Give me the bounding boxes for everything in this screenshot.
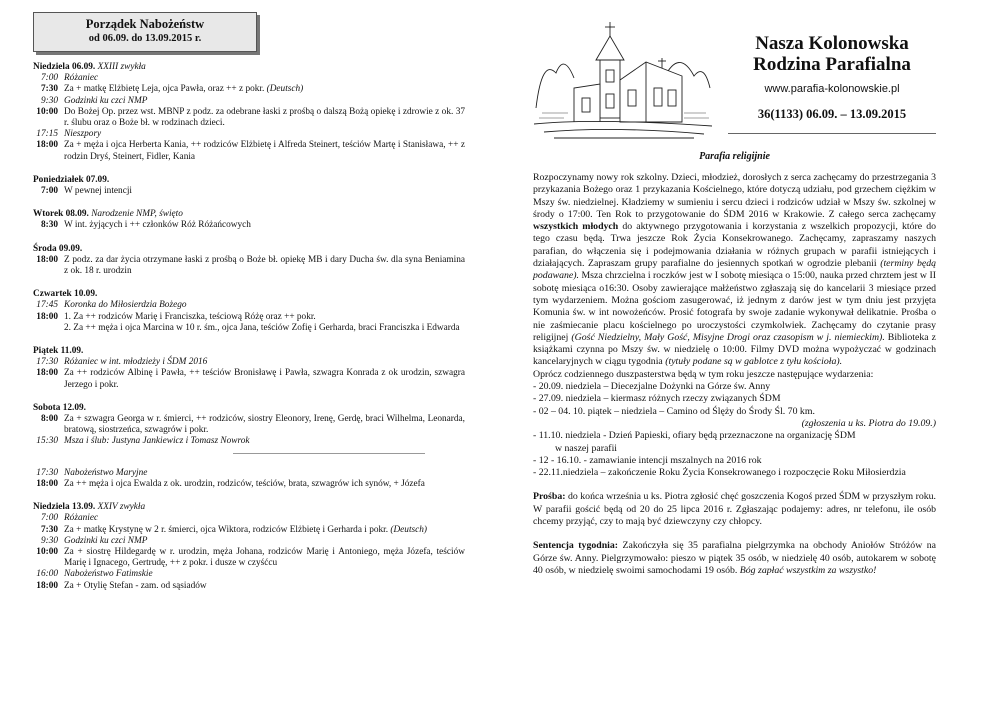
day-heading: Środa 09.09. bbox=[33, 243, 83, 254]
day-heading: Sobota 12.09. bbox=[33, 402, 86, 413]
row-time: 16:00 bbox=[36, 569, 58, 580]
events-intro: Oprócz codziennego duszpasterstwa będą w tym roku jeszcze następujące wydarzenia: bbox=[533, 368, 874, 380]
day-heading: Piątek 11.09. bbox=[33, 346, 84, 357]
row-intention: Różaniec w int. młodzieży i ŚDM 2016 bbox=[64, 357, 208, 368]
schedule-row bbox=[33, 323, 465, 334]
row-intention: Za + szwagra Georga w r. śmierci, ++ rodziców, siostry Eleonory, Irenę, Gerdę, braci Wilhelma, Leonarda, bratową, siostrzeńca, szwagrów i pokr. bbox=[64, 414, 465, 436]
schedule-row bbox=[33, 357, 465, 368]
day-liturgical-note: XXIII zwykła bbox=[97, 62, 146, 72]
row-intention: Godzinki ku czci NMP bbox=[64, 95, 148, 106]
schedule-row bbox=[33, 436, 465, 447]
schedule-row bbox=[33, 581, 465, 592]
row-intention: Nieszpory bbox=[64, 129, 102, 140]
website-link[interactable]: www.parafia-kolonowskie.pl bbox=[764, 83, 900, 95]
row-intention-note: (Deutsch) bbox=[390, 524, 428, 535]
schedule-row bbox=[33, 547, 465, 569]
day-liturgical-note: XXIV zwykła bbox=[97, 502, 146, 513]
row-time: 7:00 bbox=[40, 513, 58, 524]
day-heading: Czwartek 10.09. bbox=[33, 289, 98, 300]
row-time: 17:45 bbox=[36, 300, 58, 311]
row-time: 7:00 bbox=[40, 186, 58, 197]
event-item-cont: w naszej parafii bbox=[555, 442, 618, 454]
schedule-row bbox=[33, 186, 465, 197]
event-item: - 22.11.niedziela – zakończenie Roku Życia Konsekrowanego i rozpoczęcie Roku Miłosierdzia bbox=[533, 467, 906, 479]
row-time: 7:30 bbox=[40, 84, 58, 95]
schedule-row bbox=[33, 129, 465, 140]
event-item: - 20.09. niedziela – Diecezjalne Dożynki na Górze św. Anny bbox=[533, 381, 771, 393]
event-item: - 02 – 04. 10. piątek – niedziela – Camino od Ślęży do Środy Śl. 70 km. bbox=[533, 405, 815, 417]
row-time: 18:00 bbox=[36, 368, 58, 379]
row-time: 10:00 bbox=[36, 546, 58, 557]
row-intention: Koronka do Miłosierdzia Bożego bbox=[64, 300, 187, 311]
schedule-row bbox=[33, 220, 465, 231]
row-intention: W int. żyjących i ++ członków Róż Różańcowych bbox=[64, 220, 251, 231]
masthead-title-line1: Nasza Kolonowska bbox=[755, 33, 909, 54]
row-intention: 2. Za ++ męża i ojca Marcina w 10 r. śm., ojca Jana, teściów Zofię i Gerharda, braci Franciszka i Edwarda bbox=[64, 322, 460, 333]
row-intention: Do Bożej Op. przez wst. MBNP z podz. za odebrane łaski z prośbą o dalszą Bożą opiekę i zdrowie z ok. 37 r. ślubu oraz o Boże bł. w rodzinach dzieci. bbox=[64, 106, 465, 129]
day-heading: Poniedziałek 07.09. bbox=[33, 174, 110, 185]
schedule-day bbox=[33, 175, 465, 197]
row-time: 9:30 bbox=[40, 95, 58, 106]
row-time: 18:00 bbox=[36, 311, 58, 322]
schedule-row bbox=[33, 468, 465, 479]
schedule-day bbox=[33, 62, 465, 163]
row-time: 9:30 bbox=[40, 535, 58, 546]
masthead bbox=[727, 34, 937, 122]
article-paragraph: Rozpoczynamy nowy rok szkolny. Dzieci, młodzież, dorosłych z serca zachęcamy do przestrzegania 3 przykazania Bożego oraz 1 przykazania Kościelnego, które dotyczą udziału, pod grzechem ciężkim w Mszy św. niedzielnej. Kładziemy w sumieniu i sercu dzieci i rodziców udział w Mszy św. szkolnej w środy o 17:00. Ten Rok to przygotowanie do ŚDM 2016 w Krakowie. Z całego serca zachęcamy wszystkich młodych do aktywnego przygotowania i korzystania z wszelkich propozycji, które do tego czasu będą. Trwa jeszcze Rok Życia Konsekrowanego. Zachęcamy, zapraszamy naszych parafian, do włączenia się i podejmowania działania w różnych grupach w parafii istniejących i działających. Zapraszam grupy parafialne do jesiennych spotkań w ogrodzie plebanii (terminy będą podawane). Msza chrzcielna i roczków jest w I sobotę miesiąca o 15:00, nauka przed chrztem jest w II sobotę miesiąca o16:30. Osoby zawierające małżeństwo zgłaszają się do kancelarii 3 miesiące przed tym wydarzeniem. Można gościom zasugerować, iż jednym z darów jest w tym dniu jest przyjęta Komunia św. w int nowożeńców. Prosić fotografa by swoje zadanie wykonywał delikatnie. Prośba o nie zaśmiecanie placu kościelnego po uroczystości czymkolwiek. Zachęcamy do czytanie prasy religijnej (Gość Niedzielny, Mały Gość, Misyjne Drogi oraz czasopism w j. niemieckim). Biblioteka z książkami czynna po Mszy św. w niedzielę o 10:00. Filmy DVD można wypożyczać w godzinach kancelaryjnych w ciągu tygodnia (tytuły podane są w gablotce z tyłu kościoła). bbox=[533, 172, 936, 368]
church-illustration-icon bbox=[534, 18, 712, 140]
schedule-day bbox=[33, 403, 465, 490]
row-time: 17:30 bbox=[36, 467, 58, 478]
schedule-row bbox=[33, 255, 465, 277]
day-liturgical-note: Narodzenie NMP, święto bbox=[91, 209, 183, 220]
schedule-day bbox=[33, 244, 465, 278]
schedule-row bbox=[33, 140, 465, 162]
article-body bbox=[533, 172, 936, 577]
divider bbox=[233, 453, 425, 454]
row-time: 18:00 bbox=[36, 580, 58, 591]
schedule-day bbox=[33, 502, 465, 592]
row-time: 7:00 bbox=[40, 73, 58, 84]
row-time: 10:00 bbox=[36, 106, 58, 117]
schedule-day bbox=[33, 346, 465, 391]
schedule-title: Porządek Nabożeństw bbox=[85, 17, 205, 31]
section-title: Parafia religijnie bbox=[699, 151, 770, 162]
schedule-row bbox=[33, 525, 465, 536]
schedule-header-box bbox=[33, 12, 257, 52]
row-time: 7:30 bbox=[40, 524, 58, 535]
row-intention: Za ++ rodziców Albinę i Pawła, ++ teściów Bronisławę i Pawła, szwagra Konrada z ok urodzin, szwagra Jerzego i pokr. bbox=[64, 368, 465, 390]
schedule-row bbox=[33, 368, 465, 390]
issue-number: 36(1133) 06.09. – 13.09.2015 bbox=[757, 107, 907, 121]
schedule-row bbox=[33, 84, 465, 95]
row-intention: Za + siostrę Hildegardę w r. urodzin, męża Johana, rodziców Marię i Antoniego, męża Józefa, teściów Marię i Ignacego, Gertrudę, ++ z pokr. i dusze w czyśćcu bbox=[64, 546, 465, 569]
schedule-row bbox=[33, 107, 465, 129]
row-time: 18:00 bbox=[36, 478, 58, 489]
sentencja-paragraph: Sentencja tygodnia: Zakończyła się 35 parafialna pielgrzymka na obchody Aniołów Stróżów na Górze św. Anny. Pielgrzymowało: pieszo w piątek 35 osób, w niedzielę 40 osób, autokarem w sobotę 40 osób, w niedzielę swoimi samochodami 19 osób. Bóg zapłać wszystkim za wszystko! bbox=[533, 540, 936, 576]
row-intention: Za + męża i ojca Herberta Kania, ++ rodziców Elżbietę i Alfreda Steinert, teściów Martę i Stanisława, ++ z rodzin Dryś, Steinert, Fidler, Kania bbox=[64, 140, 465, 162]
row-intention: Za + matkę Krystynę w 2 r. śmierci, ojca Wiktora, rodziców Elżbietę i Gerharda i pokr. (Deutsch) bbox=[64, 524, 428, 535]
row-time bbox=[33, 323, 64, 334]
schedule-row bbox=[33, 73, 465, 84]
row-intention: Za + Otylię Stefan - zam. od sąsiadów bbox=[64, 580, 207, 591]
prosba-paragraph: Prośba: do końca września u ks. Piotra zgłosić chęć goszczenia Kogoś przed ŚDM w przyszłym roku. W parafii gościć będą od 20 do 25 lipca 2016 r. Zgłaszając podajemy: adres, nr telefonu, ile osób chcemy przyjąć, czy to mają być dziewczyny czy chłopcy. bbox=[533, 491, 936, 528]
row-time: 17:30 bbox=[36, 357, 58, 368]
schedule-day bbox=[33, 209, 465, 231]
event-item: - 12 - 16.10. - zamawianie intencji mszalnych na 2016 rok bbox=[533, 454, 762, 466]
mass-schedule bbox=[33, 12, 465, 604]
schedule-row bbox=[33, 569, 465, 580]
row-intention: Godzinki ku czci NMP bbox=[64, 535, 148, 546]
row-intention: W pewnej intencji bbox=[64, 186, 132, 197]
schedule-row bbox=[33, 536, 465, 547]
row-intention: Z podz. za dar życia otrzymane łaski z prośbą o Boże bł. opiekę MB i dary Ducha św. dla syna Beniamina z ok. 18 r. urodzin bbox=[64, 254, 465, 277]
row-time: 18:00 bbox=[36, 140, 58, 151]
schedule-row bbox=[33, 300, 465, 311]
event-item: - 27.09. niedziela – kiermasz różnych rzeczy związanych ŚDM bbox=[533, 393, 781, 405]
day-heading: Niedziela 13.09. XXIV zwykła bbox=[33, 502, 146, 513]
row-intention: Msza i ślub: Justyna Jankiewicz i Tomasz Nowrok bbox=[64, 436, 250, 447]
schedule-days bbox=[33, 62, 465, 592]
schedule-row bbox=[33, 479, 465, 490]
schedule-day bbox=[33, 289, 465, 334]
row-time: 17:15 bbox=[36, 129, 58, 140]
event-note: (zgłoszenia u ks. Piotra do 19.09.) bbox=[801, 417, 936, 429]
row-time: 8:30 bbox=[40, 220, 58, 231]
day-heading: Wtorek 08.09. Narodzenie NMP, święto bbox=[33, 209, 183, 220]
masthead-divider bbox=[728, 133, 936, 134]
schedule-row bbox=[33, 312, 465, 323]
row-intention: Różaniec bbox=[64, 73, 99, 84]
masthead-title-line2: Rodzina Parafialna bbox=[753, 54, 911, 75]
row-intention: Nabożeństwo Fatimskie bbox=[64, 569, 153, 580]
schedule-row bbox=[33, 414, 465, 436]
row-intention: Różaniec bbox=[64, 513, 99, 524]
row-intention: Za + matkę Elżbietę Leja, ojca Pawła, oraz ++ z pokr. (Deutsch) bbox=[64, 84, 304, 95]
schedule-row bbox=[33, 513, 465, 524]
row-intention: Nabożeństwo Maryjne bbox=[64, 467, 148, 478]
row-time: 8:00 bbox=[40, 414, 58, 425]
row-time: 18:00 bbox=[36, 254, 58, 265]
row-time: 15:30 bbox=[36, 436, 58, 447]
day-heading: Niedziela 06.09. XXIII zwykła bbox=[33, 62, 146, 72]
schedule-dates: od 06.09. do 13.09.2015 r. bbox=[88, 33, 202, 44]
event-item: - 11.10. niedziela - Dzień Papieski, ofiary będą przeznaczone na organizację ŚDM bbox=[533, 430, 856, 442]
row-intention-note: (Deutsch) bbox=[266, 84, 304, 95]
row-intention: 1. Za ++ rodziców Marię i Franciszka, teściową Różę oraz ++ pokr. bbox=[64, 311, 316, 322]
row-intention: Za ++ męża i ojca Ewalda z ok. urodzin, rodziców, teściów, brata, szwagrów ich synów, + Józefa bbox=[64, 478, 425, 489]
schedule-row bbox=[33, 96, 465, 107]
